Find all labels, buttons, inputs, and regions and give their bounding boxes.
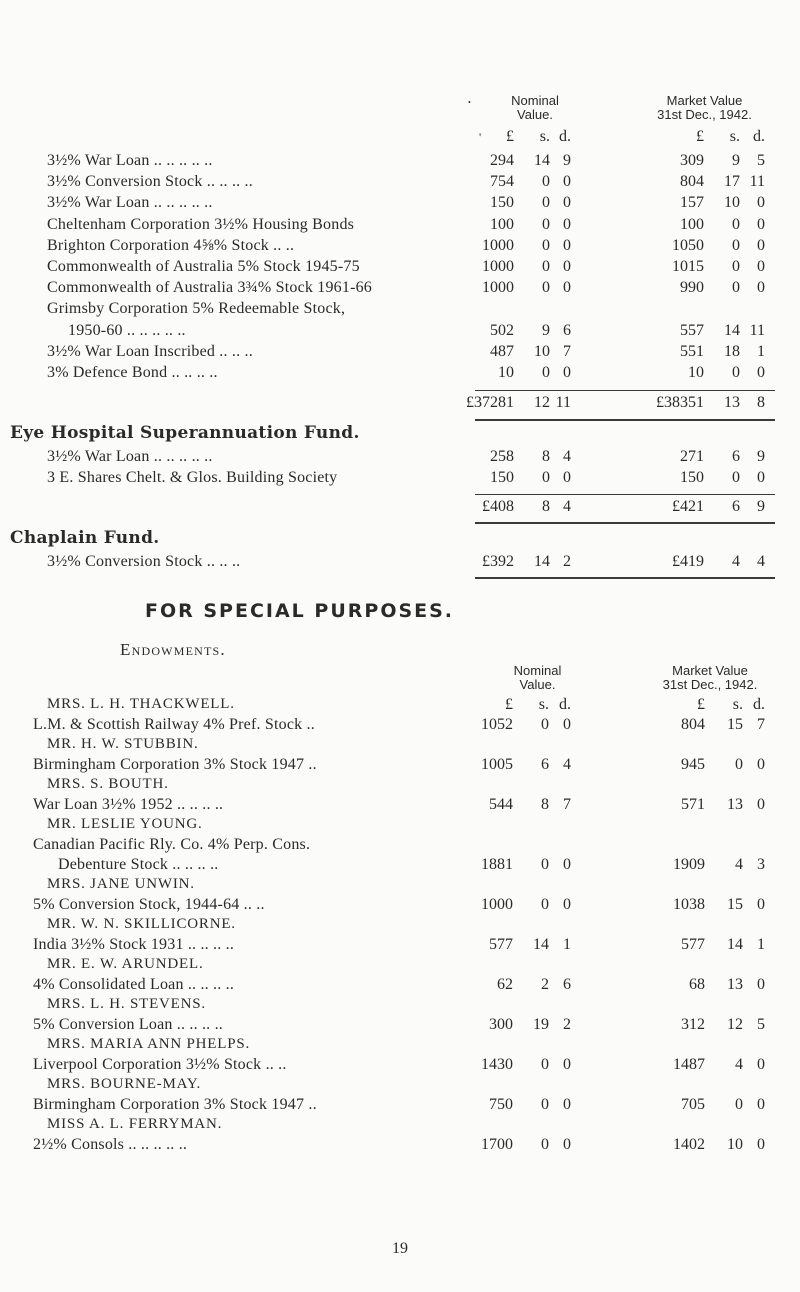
market-shillings: 6	[732, 448, 740, 465]
market-shillings: 17	[724, 173, 740, 191]
market-pence: 7	[757, 716, 765, 733]
nominal-pence: 0	[563, 1136, 571, 1153]
market-pence: 3	[757, 856, 765, 873]
market-pounds: £419	[672, 553, 704, 570]
nominal-shillings: 0	[541, 716, 549, 733]
nominal-pence-label: d.	[559, 128, 571, 145]
donor-name: MR. LESLIE YOUNG.	[47, 816, 203, 832]
nominal-pounds: 487	[490, 342, 514, 360]
market-pence: 0	[757, 215, 765, 233]
holding-description: Grimsby Corporation 5% Redeemable Stock,	[47, 300, 346, 318]
nominal-pounds: £392	[482, 553, 514, 570]
nominal-pounds: 544	[489, 796, 513, 813]
nominal-pence: 0	[563, 856, 571, 873]
holding-description: Canadian Pacific Rly. Co. 4% Perp. Cons.	[33, 836, 311, 853]
holding-description: 3 E. Shares Chelt. & Glos. Building Society	[47, 469, 338, 486]
eye-fund-title: Eye Hospital Superannuation Fund.	[10, 423, 360, 443]
market-pounds: 571	[681, 796, 705, 813]
nominal-pence: 0	[563, 258, 571, 275]
nominal-pence: 1	[563, 936, 571, 953]
total-market-pence: 8	[757, 394, 765, 411]
market-pence: 0	[757, 756, 765, 773]
market-shillings: 0	[735, 756, 743, 773]
nominal-shillings: 8	[541, 796, 549, 813]
nominal-pounds: 10	[498, 364, 514, 381]
nominal-pounds-label: £	[506, 128, 514, 145]
nominal-pounds: 100	[490, 215, 514, 233]
nominal-shillings: 6	[541, 756, 549, 773]
market-pence: 11	[749, 173, 765, 191]
holding-description: 3½% War Loan .. .. .. .. ..	[47, 194, 213, 212]
market-pence: 0	[757, 279, 765, 297]
nominal-shillings: 0	[542, 215, 550, 233]
market-pence-label: d.	[753, 128, 765, 145]
nominal-pounds: 1052	[481, 716, 513, 733]
market-pounds: 551	[680, 342, 704, 360]
total-market-pence: 9	[757, 498, 765, 515]
nominal-shillings: 0	[541, 856, 549, 873]
nominal-pence: 0	[563, 469, 571, 486]
nominal-pence: 4	[563, 756, 571, 773]
holding-description: Cheltenham Corporation 3½% Housing Bonds	[47, 215, 355, 233]
nominal-shillings: 19	[533, 1016, 549, 1033]
nominal-shillings: 0	[542, 258, 550, 275]
market-shillings-label: s.	[729, 128, 740, 145]
market-pounds: 804	[680, 173, 704, 191]
nominal-pence: 6	[563, 321, 571, 339]
nominal-shillings: 14	[534, 152, 550, 169]
nominal-pounds: 150	[490, 194, 514, 212]
nominal-pence: 0	[563, 364, 571, 381]
market-pounds: 100	[680, 215, 704, 233]
donor-name: MRS. JANE UNWIN.	[47, 876, 195, 892]
nominal-pounds: 754	[490, 173, 514, 191]
market-pence: 0	[757, 976, 765, 993]
market-pence: 1	[757, 936, 765, 953]
market-shillings: 14	[724, 321, 740, 339]
total-market-shillings: 6	[732, 498, 740, 515]
nominal-shillings: 0	[542, 279, 550, 297]
nominal-pence: 0	[563, 279, 571, 297]
market-shillings: 15	[727, 896, 743, 913]
total-nominal-pence: 11	[555, 394, 571, 411]
donor-name: MR. E. W. ARUNDEL.	[47, 956, 204, 972]
market-pence: 0	[757, 364, 765, 381]
market-shillings: 9	[732, 152, 740, 169]
holding-description: Commonwealth of Australia 3¾% Stock 1961-66	[47, 279, 373, 297]
subtotal-rule	[475, 390, 775, 391]
nominal-pence: 2	[563, 1016, 571, 1033]
holding-description: 2½% Consols .. .. .. .. ..	[33, 1136, 188, 1153]
total-nominal-pence: 4	[563, 498, 571, 515]
nominal-pounds: 1005	[481, 756, 513, 773]
nominal-shillings: 0	[542, 173, 550, 191]
donor-name: MISS A. L. FERRYMAN.	[47, 1116, 223, 1132]
nominal-pounds: 1881	[481, 856, 513, 873]
total-market-pounds: £38351	[656, 394, 704, 411]
nominal-shillings: 2	[541, 976, 549, 993]
market-pounds-label: £	[696, 128, 704, 145]
nominal-shillings: 0	[541, 1136, 549, 1153]
holding-description: 3½% War Loan .. .. .. .. ..	[47, 448, 213, 465]
nominal-shillings: 0	[542, 236, 550, 254]
nominal-pounds: 150	[490, 469, 514, 486]
holding-description: Debenture Stock .. .. .. ..	[58, 856, 219, 873]
market-shillings: 15	[727, 716, 743, 733]
nominal-pence: 0	[563, 716, 571, 733]
holding-description: 1950-60 .. .. .. .. ..	[68, 321, 186, 339]
donor-name: MRS. L. H. THACKWELL.	[47, 696, 235, 712]
nominal-pounds: 1000	[482, 279, 514, 297]
nominal-shillings: 0	[542, 469, 550, 486]
nominal-pence: 0	[563, 1056, 571, 1073]
nominal-pounds: 1430	[481, 1056, 513, 1073]
market-pounds: 804	[681, 716, 705, 733]
nominal-pounds-label: £	[505, 696, 513, 713]
market-shillings: 0	[735, 1096, 743, 1113]
market-pence: 0	[757, 469, 765, 486]
market-shillings: 10	[727, 1136, 743, 1153]
nominal-pence: 0	[563, 896, 571, 913]
nominal-pence: 0	[563, 236, 571, 254]
market-shillings: 0	[732, 279, 740, 297]
market-pence: 0	[757, 194, 765, 212]
nominal-value-header: Nominal Value.	[511, 93, 559, 122]
market-shillings: 4	[735, 1056, 743, 1073]
holding-description: 5% Conversion Stock, 1944-64 .. ..	[33, 896, 265, 913]
total-rule	[475, 522, 775, 524]
market-pence: 5	[757, 1016, 765, 1033]
market-value-header: Market Value 31st Dec., 1942.	[662, 663, 758, 692]
market-pounds: 1487	[673, 1056, 705, 1073]
total-nominal-shillings: 12	[534, 394, 550, 411]
holding-description: Commonwealth of Australia 5% Stock 1945-75	[47, 258, 360, 275]
nominal-pence: 0	[563, 215, 571, 233]
market-shillings: 0	[732, 469, 740, 486]
market-pounds: 1050	[672, 236, 704, 254]
market-shillings: 13	[727, 976, 743, 993]
market-pounds: 271	[680, 448, 704, 465]
special-purposes-title: FOR SPECIAL PURPOSES.	[145, 600, 455, 622]
holding-description: India 3½% Stock 1931 .. .. .. ..	[33, 936, 235, 953]
market-pounds: 945	[681, 756, 705, 773]
total-nominal-pounds: £408	[482, 498, 514, 515]
market-pounds: 1015	[672, 258, 704, 275]
market-pence-label: d.	[753, 696, 765, 713]
donor-name: MR. W. N. SKILLICORNE.	[47, 916, 236, 932]
total-nominal-pounds: £37281	[466, 394, 514, 411]
nominal-value-header: Nominal Value.	[513, 663, 562, 692]
holding-description: 3½% War Loan .. .. .. .. ..	[47, 152, 213, 169]
nominal-pounds: 502	[490, 321, 514, 339]
market-shillings: 4	[735, 856, 743, 873]
nominal-pounds: 62	[497, 976, 513, 993]
donor-name: MRS. MARIA ANN PHELPS.	[47, 1036, 251, 1052]
holding-description: Brighton Corporation 4⅝% Stock .. ..	[47, 236, 295, 254]
nominal-shillings: 0	[541, 896, 549, 913]
market-pounds: 157	[680, 194, 704, 212]
market-shillings: 0	[732, 236, 740, 254]
holding-description: War Loan 3½% 1952 .. .. .. ..	[33, 796, 224, 813]
holding-description: L.M. & Scottish Railway 4% Pref. Stock ..	[33, 716, 315, 733]
holding-description: Birmingham Corporation 3% Stock 1947 ..	[33, 1096, 317, 1113]
market-pounds: 705	[681, 1096, 705, 1113]
holding-description: 4% Consolidated Loan .. .. .. ..	[33, 976, 235, 993]
donor-name: MR. H. W. STUBBIN.	[47, 736, 199, 752]
bullet-mark: •	[468, 98, 471, 107]
market-shillings: 0	[732, 364, 740, 381]
nominal-pounds: 577	[489, 936, 513, 953]
market-pence: 11	[749, 321, 765, 339]
nominal-shillings: 14	[534, 553, 550, 570]
holding-description: 5% Conversion Loan .. .. .. ..	[33, 1016, 223, 1033]
nominal-shillings: 9	[542, 321, 550, 339]
page-number: 19	[392, 1240, 408, 1257]
nominal-pence: 0	[563, 194, 571, 212]
nominal-shillings: 0	[541, 1056, 549, 1073]
nominal-pounds: 300	[489, 1016, 513, 1033]
market-pounds: 557	[680, 321, 704, 339]
holding-description: 3% Defence Bond .. .. .. ..	[47, 364, 218, 381]
market-pence: 0	[757, 1056, 765, 1073]
holding-description: Liverpool Corporation 3½% Stock .. ..	[33, 1056, 287, 1073]
nominal-pounds: 1000	[482, 258, 514, 275]
nominal-shillings-label: s.	[539, 128, 550, 145]
market-pounds: 150	[680, 469, 704, 486]
market-pounds-label: £	[697, 696, 705, 713]
holding-description: 3½% Conversion Stock .. .. .. ..	[47, 173, 253, 191]
market-shillings: 13	[727, 796, 743, 813]
market-pence: 0	[757, 1136, 765, 1153]
endowments-heading: Endowments.	[120, 640, 226, 659]
market-pence: 4	[757, 553, 765, 570]
market-pounds: 309	[680, 152, 704, 169]
market-pounds: 312	[681, 1016, 705, 1033]
nominal-pence: 9	[563, 152, 571, 169]
nominal-pence-label: d.	[559, 696, 571, 713]
nominal-shillings: 0	[542, 364, 550, 381]
holding-description: 3½% War Loan Inscribed .. .. ..	[47, 342, 253, 360]
donor-name: MRS. L. H. STEVENS.	[47, 996, 206, 1012]
market-pounds: 1038	[673, 896, 705, 913]
nominal-pence: 6	[563, 976, 571, 993]
market-pounds: 10	[688, 364, 704, 381]
market-pence: 9	[757, 448, 765, 465]
nominal-pence: 0	[563, 173, 571, 191]
market-pounds: 68	[689, 976, 705, 993]
nominal-shillings: 0	[541, 1096, 549, 1113]
nominal-pence: 4	[563, 448, 571, 465]
total-nominal-shillings: 8	[542, 498, 550, 515]
market-shillings: 12	[727, 1016, 743, 1033]
market-pence: 0	[757, 1096, 765, 1113]
nominal-shillings-label: s.	[538, 696, 549, 713]
market-shillings: 10	[724, 194, 740, 212]
market-pence: 0	[757, 236, 765, 254]
total-market-pounds: £421	[672, 498, 704, 515]
total-rule	[475, 577, 775, 579]
nominal-shillings: 14	[533, 936, 549, 953]
total-market-shillings: 13	[724, 394, 740, 411]
holding-description: 3½% Conversion Stock .. .. ..	[47, 553, 241, 570]
total-rule	[475, 419, 775, 421]
nominal-pounds: 294	[490, 152, 514, 169]
market-value-header: Market Value 31st Dec., 1942.	[657, 93, 752, 122]
market-shillings: 0	[732, 258, 740, 275]
nominal-pence: 7	[563, 796, 571, 813]
nominal-pounds: 750	[489, 1096, 513, 1113]
chaplain-fund-title: Chaplain Fund.	[10, 528, 160, 548]
market-shillings: 18	[724, 342, 740, 360]
holding-description: Birmingham Corporation 3% Stock 1947 ..	[33, 756, 317, 773]
nominal-pounds: 1000	[482, 236, 514, 254]
market-pounds: 577	[681, 936, 705, 953]
donor-name: MRS. BOURNE-MAY.	[47, 1076, 202, 1092]
market-pence: 0	[757, 796, 765, 813]
market-pounds: 1909	[673, 856, 705, 873]
nominal-pounds: 1000	[481, 896, 513, 913]
nominal-pence: 0	[563, 1096, 571, 1113]
market-pounds: 990	[680, 279, 704, 297]
nominal-pence: 7	[563, 342, 571, 360]
tick-mark: '	[479, 130, 482, 144]
market-shillings: 4	[732, 553, 740, 570]
nominal-pounds: 258	[490, 448, 514, 465]
market-pence: 0	[757, 896, 765, 913]
nominal-pence: 2	[563, 553, 571, 570]
donor-name: MRS. S. BOUTH.	[47, 776, 169, 792]
nominal-pounds: 1700	[481, 1136, 513, 1153]
market-pence: 5	[757, 152, 765, 169]
nominal-shillings: 10	[534, 342, 550, 360]
market-shillings: 14	[727, 936, 743, 953]
nominal-shillings: 8	[542, 448, 550, 465]
subtotal-rule	[475, 494, 775, 495]
nominal-shillings: 0	[542, 194, 550, 212]
market-pounds: 1402	[673, 1136, 705, 1153]
market-shillings-label: s.	[732, 696, 743, 713]
market-pence: 0	[757, 258, 765, 275]
market-pence: 1	[757, 342, 765, 360]
market-shillings: 0	[732, 215, 740, 233]
